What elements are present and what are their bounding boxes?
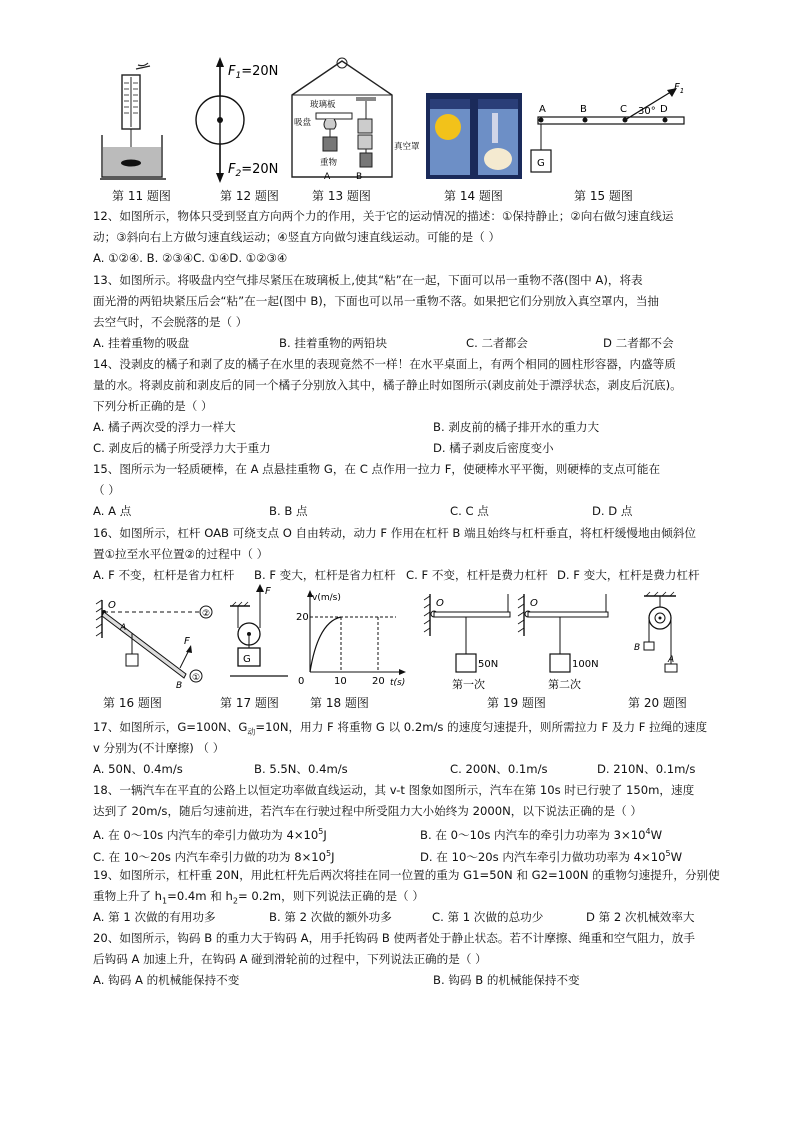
q15-option-c: C. C 点 (450, 504, 489, 518)
q15-option-a: A. A 点 (93, 504, 132, 518)
svg-text:第一次: 第一次 (452, 678, 485, 691)
svg-text:B: B (356, 172, 363, 182)
q14-option-c: C. 剥皮后的橘子所受浮力大于重力 (93, 441, 271, 455)
q16-option-a: A. F 不变，杠杆是省力杠杆 (93, 568, 235, 582)
weight-label: 重物 (320, 158, 338, 168)
suction-label: 吸盘 (294, 118, 312, 128)
svg-text:20: 20 (296, 612, 309, 623)
caption-fig12: 第 12 题图 (220, 189, 279, 203)
q13-option-b: B. 挂着重物的两铅块 (279, 336, 388, 350)
q16-line1: 16、如图所示，杠杆 OAB 可绕支点 O 自由转动，动力 F 作用在杠杆 B 端且始终与杠杆垂直，将杠杆缓慢地由倾斜位 (93, 526, 696, 540)
svg-text:F: F (184, 636, 190, 647)
q19-option-b: B. 第 2 次做的额外功多 (269, 910, 392, 924)
svg-text:F1=20N: $F_1=20N$ (228, 64, 279, 81)
q19-line1: 19、如图所示，杠杆重 20N，用此杠杆先后两次将挂在同一位置的重为 G1=50N 和 G2=100N 的重物匀速提升，分别使 (93, 868, 720, 882)
figure-15 (528, 80, 688, 180)
q15-option-d: D. D 点 (592, 504, 633, 518)
q15-option-b: B. B 点 (269, 504, 308, 518)
glass-label: 玻璃板 (310, 100, 336, 110)
svg-text:A: A (120, 623, 127, 633)
q16-option-c: C. F 不变，杠杆是费力杠杆 (406, 568, 548, 582)
q14-line3: 下列分析正确的是（ ） (93, 399, 213, 413)
q12-line1: 12、如图所示，物体只受到竖直方向两个力的作用，关于它的运动情况的描述：①保持静止；②向右做匀速直线运 (93, 209, 674, 223)
svg-text:D: D (660, 104, 668, 115)
svg-text:30°: 30° (638, 106, 656, 117)
caption-fig11: 第 11 题图 (112, 189, 171, 203)
q16-line2: 置①拉至水平位置②的过程中（ ） (93, 547, 269, 561)
svg-text:F2=20N: $F_2=20N$ (228, 162, 279, 179)
q13-option-d: D 二者都不会 (603, 336, 674, 350)
figure-20 (630, 592, 690, 692)
q17-line1: 17、如图所示，G=100N、$G_动=10N$，用力 F 将重物 G 以 0.2m/s 的速度匀速提升，则所需拉力 F 及力 F 拉绳的速度 (93, 720, 708, 737)
q13-option-c: C. 二者都会 (466, 336, 528, 350)
svg-text:F1: $F_1$ (674, 82, 685, 95)
svg-text:A: A (539, 104, 546, 115)
q14-option-d: D. 橘子剥皮后密度变小 (433, 441, 554, 455)
q19-option-c: C. 第 1 次做的总功少 (432, 910, 544, 924)
q16-option-d: D. F 变大，杠杆是费力杠杆 (557, 568, 700, 582)
caption-fig18: 第 18 题图 (310, 696, 369, 710)
svg-text:O: O (530, 598, 538, 609)
f1-label: F (228, 64, 236, 79)
q15-line1: 15、图所示为一轻质硬棒，在 A 点悬挂重物 G，在 C 点作用一拉力 F，使硬棒水平平衡，则硬棒的支点可能在 (93, 462, 661, 476)
figure-17 (230, 584, 290, 694)
svg-text:②: ② (202, 609, 211, 619)
q14-line1: 14、没剥皮的橘子和剥了皮的橘子在水里的表现竟然不一样！在水平桌面上，有两个相同的圆柱形容器，内盛等质 (93, 357, 676, 371)
q20-option-b: B. 钩码 B 的机械能保持不变 (433, 973, 580, 987)
q18-line2: 达到了 20m/s，随后匀速前进，若汽车在行驶过程中所受阻力大小始终为 2000N，以下说法正确的是（ ） (93, 804, 642, 818)
q20-option-a: A. 钩码 A 的机械能保持不变 (93, 973, 240, 987)
svg-text:B: B (580, 104, 587, 115)
q13-line2: 面光滑的两铅块紧压后会“粘”在一起(图中 B)，下面也可以吊一重物不落。如果把它们分别放入真空罩内，当抽 (93, 294, 660, 308)
caption-fig15: 第 15 题图 (574, 189, 633, 203)
figure-18-chart (294, 590, 409, 690)
caption-fig14: 第 14 题图 (444, 189, 503, 203)
q19-line2: 重物上升了 $h_1=0.4m$ 和 $h_2= 0.2m$，则下列说法正确的是（ ） (93, 889, 424, 906)
figure-19 (420, 592, 620, 692)
q12-line2: 动；③斜向右上方做匀速直线运动；④竖直方向做匀速直线运动。可能的是（ ） (93, 230, 501, 244)
q20-line1: 20、如图所示，钩码 B 的重力大于钩码 A，用手托钩码 B 使两者处于静止状态。若不计摩擦、绳重和空气阻力，放手 (93, 931, 695, 945)
q18-line1: 18、一辆汽车在平直的公路上以恒定功率做直线运动，其 v-t 图象如图所示，汽车在第 10s 时已行驶了 150m，速度 (93, 783, 695, 797)
svg-text:0: 0 (298, 676, 305, 687)
svg-text:A: A (324, 172, 331, 182)
svg-text:O: O (436, 598, 444, 609)
q14-option-b: B. 剥皮前的橘子排开水的重力大 (433, 420, 600, 434)
caption-fig13: 第 13 题图 (312, 189, 371, 203)
q17-option-b: B. 5.5N、0.4m/s (254, 762, 348, 776)
q13-option-a: A. 挂着重物的吸盘 (93, 336, 190, 350)
q19-option-a: A. 第 1 次做的有用功多 (93, 910, 216, 924)
svg-text:F: F (265, 586, 271, 597)
svg-text:B: B (634, 643, 641, 653)
figure-13 (290, 55, 420, 185)
svg-text:10: 10 (334, 676, 347, 687)
caption-fig17: 第 17 题图 (220, 696, 279, 710)
q18-option-c: C. 在 10～20s 内汽车牵引力做的功为 $8\times 10^5J$ (93, 849, 335, 864)
q16-option-b: B. F 变大，杠杆是省力杠杆 (254, 568, 396, 582)
vt-ylabel: v(m/s) (312, 593, 341, 603)
q18-option-d: D. 在 10～20s 内汽车牵引力做功功率为 $4\times 10^5W$ (420, 849, 683, 864)
q15-line2: （ ） (93, 483, 120, 497)
svg-text:①: ① (192, 673, 201, 683)
q20-line2: 后钩码 A 加速上升，在钩码 A 碰到滑轮前的过程中，下列说法正确的是（ ） (93, 952, 487, 966)
figure-row-2 (0, 584, 794, 714)
q19-option-d: D 第 2 次机械效率大 (586, 910, 695, 924)
figure-14-photo (426, 93, 522, 179)
svg-text:G: G (537, 158, 545, 169)
svg-text:50N: 50N (478, 659, 499, 670)
svg-text:O: O (108, 600, 116, 611)
q12-options: A. ①②④. B. ②③④C. ①④D. ①②③④ (93, 251, 288, 265)
q17-line2: v 分别为(不计摩擦) （ ） (93, 741, 225, 755)
q17-option-a: A. 50N、0.4m/s (93, 762, 183, 776)
svg-text:A: A (668, 655, 675, 665)
q13-line3: 去空气时，不会脱落的是（ ） (93, 315, 248, 329)
svg-text:C: C (620, 104, 627, 115)
q14-line2: 量的水。将剥皮前和剥皮后的同一个橘子分别放入其中，橘子静止时如图所示(剥皮前处于漂浮状态，剥皮后沉底)。 (93, 378, 682, 392)
caption-fig19: 第 19 题图 (487, 696, 546, 710)
svg-text:G: G (243, 654, 251, 665)
vt-xlabel: t(s) (390, 678, 406, 688)
caption-fig20: 第 20 题图 (628, 696, 687, 710)
caption-fig16: 第 16 题图 (103, 696, 162, 710)
svg-text:100N: 100N (572, 659, 599, 670)
svg-text:第二次: 第二次 (548, 678, 581, 691)
q17-option-c: C. 200N、0.1m/s (450, 762, 548, 776)
vacuum-label: 真空罩 (394, 142, 420, 152)
q14-option-a: A. 橘子两次受的浮力一样大 (93, 420, 236, 434)
figure-16 (96, 598, 216, 691)
f2-label: F (228, 162, 236, 177)
svg-text:B: B (176, 681, 183, 691)
figure-12 (190, 55, 290, 185)
figure-11 (100, 63, 170, 181)
svg-text:20: 20 (372, 676, 385, 687)
q13-line1: 13、如图所示。将吸盘内空气排尽紧压在玻璃板上,使其“粘”在一起，下面可以吊一重物不落(图中 A)，将表 (93, 273, 643, 287)
figure-row-1 (0, 55, 794, 205)
q18-option-b: B. 在 0～10s 内汽车的牵引力功率为 $3\times 10^4W$ (420, 827, 663, 842)
q17-option-d: D. 210N、0.1m/s (597, 762, 696, 776)
q18-option-a: A. 在 0～10s 内汽车的牵引力做功为 $4\times 10^5J$ (93, 827, 327, 842)
